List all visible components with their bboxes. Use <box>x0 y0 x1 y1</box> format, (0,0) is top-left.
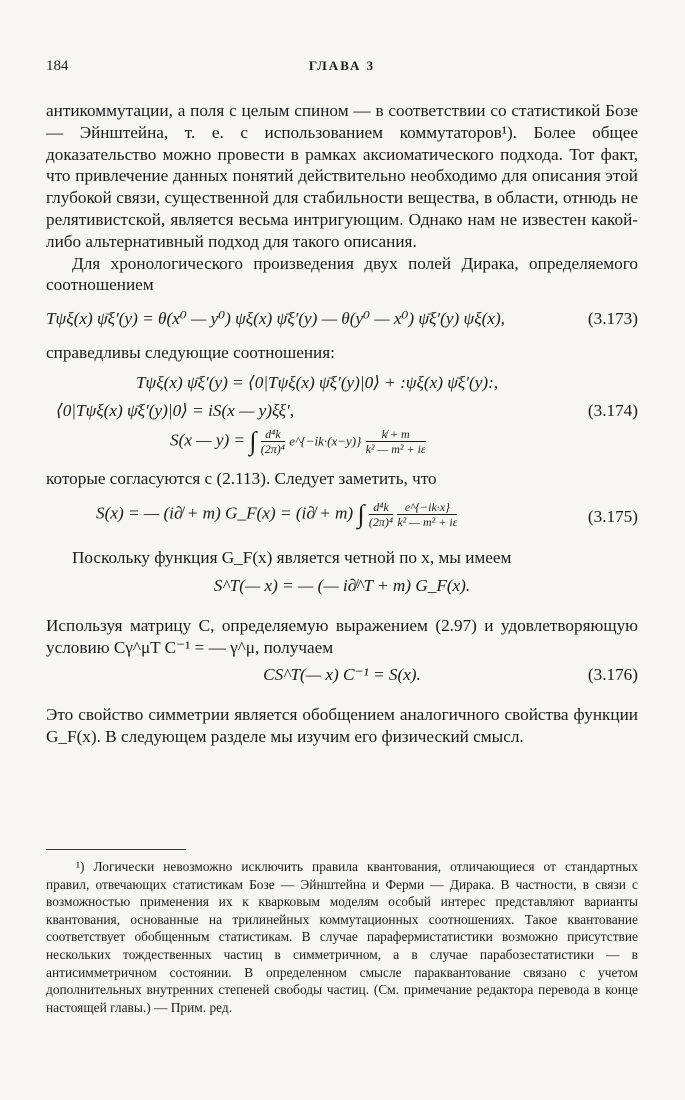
fraction-numerator: d⁴k <box>261 427 285 442</box>
equation-3-175 <box>46 500 638 529</box>
equation-3-174-line1 <box>46 372 638 394</box>
equation-3-176-body: CS^T(— x) C⁻¹ = S(x). <box>263 665 421 685</box>
equation-3-174-line2-body: ⟨0|Tψξ(x) ψ̄ξ′(y)|0⟩ = iS(x — y)ξξ′, <box>56 400 295 420</box>
fraction-denominator: (2π)⁴ <box>260 442 285 457</box>
paragraph-1: антикоммутации, а поля с целым спином — в соответствии со статистикой Бозе — Эйнштейна, т. е. с использованием коммутаторов¹). Более общее доказательство можно провести в рамках аксиоматического подхода. Тот факт, что привлечение данных понятий действительно необходимо для описания этой глубокой связи, существенной для стабильности вещества, в области, отнюдь не релятивистской, является весьма интригующим. Однако нам не известен какой-либо альтернативный подход для такого описания. <box>46 101 638 251</box>
equation-3-173 <box>46 308 638 330</box>
exponential: e^{−ik·(x−y)} <box>289 433 362 449</box>
fraction-denominator: (2π)⁴ <box>368 515 394 530</box>
equation-3-174-line2 <box>46 400 638 422</box>
fraction-numerator: e^{−ik·x} <box>397 500 457 515</box>
equation-3-174-lhs: S(x — y) = <box>170 430 246 450</box>
page-number: 184 <box>46 58 69 74</box>
equation-unnumbered-body: S^T(— x) = — (— i∂̸^T + m) G_F(x). <box>213 575 471 595</box>
equation-3-173-label: (3.173) <box>587 309 638 329</box>
paragraph-2: Для хронологического произведения двух полей Дирака, определяемого соотношением <box>46 253 638 295</box>
equation-unnumbered <box>46 575 638 597</box>
equation-3-176 <box>46 664 638 686</box>
paragraph-6: Используя матрицу C, определяемую выражением (2.97) и удовлетворяющую условию Cγ^μT C⁻¹ = — γ^μ, получаем <box>46 615 638 657</box>
equation-3-176-label: (3.176) <box>587 665 638 685</box>
fraction-denominator: k² — m² + iε <box>365 442 426 457</box>
footnote <box>46 858 638 1016</box>
equation-3-175-label: (3.175) <box>587 507 638 527</box>
integral-sign: ∫ <box>357 499 365 529</box>
running-header <box>46 58 638 78</box>
fraction-numerator: k̸ + m <box>366 427 426 442</box>
paragraph-3: справедливы следующие соотношения: <box>46 342 335 362</box>
equation-3-174-line3 <box>46 427 638 456</box>
equation-3-175-lhs: S(x) = — (i∂̸ + m) G_F(x) = (i∂̸ + m) <box>96 503 354 523</box>
fraction-denominator: k² — m² + iε <box>397 515 458 530</box>
main-text <box>46 100 638 748</box>
paragraph-5: Поскольку функция G_F(x) является четной по x, мы имеем <box>72 548 512 568</box>
integral-sign: ∫ <box>249 426 257 456</box>
equation-3-174-label: (3.174) <box>587 400 638 420</box>
chapter-title: ГЛАВА 3 <box>308 58 376 73</box>
equation-3-174-line1-body: Tψξ(x) ψ̄ξ′(y) = ⟨0|Tψξ(x) ψ̄ξ′(y)|0⟩ + :ψξ(x) ψ̄ξ′(y):, <box>136 372 499 392</box>
paragraph-4: которые согласуются с (2.113). Следует заметить, что <box>46 469 437 489</box>
footnote-divider <box>46 849 186 850</box>
fraction-propagator <box>366 427 426 456</box>
fraction-numerator: d⁴k <box>369 500 393 515</box>
fraction-propagator <box>397 500 457 529</box>
paragraph-7: Это свойство симметрии является обобщением аналогичного свойства функции G_F(x). В следующем разделе мы изучим его физический смысл. <box>46 705 638 746</box>
footnote-text: ¹) Логически невозможно исключить правила квантования, отличающиеся от стандартных правил, отвечающих статистикам Бозе — Эйнштейна и Ферми — Дирака. В частности, в связи с возможностью применения их к кварковым моделям особый интерес представляют варианты квантования, основанные на трилинейных коммутационных соотношениях. Такое квантование соответствует обобщенным статистикам. В случае парафермистатистики возможно присутствие нескольких тождественных частиц в симметричном, а в случае парабозестатистики — в антисимметричном состоянии. В определенном смысле параквантование связано с учетом дополнительных внутренних степеней свободы частиц. (См. примечание редактора перевода в конце настоящей главы.) — Прим. ред. <box>46 859 638 1015</box>
fraction-measure <box>261 427 285 456</box>
fraction-measure <box>369 500 393 529</box>
equation-3-173-body: Tψξ(x) ψ̄ξ′(y) = θ(x⁰ — y⁰) ψξ(x) ψ̄ξ′(y) — θ(y⁰ — x⁰) ψ̄ξ′(y) ψξ(x), <box>46 309 505 329</box>
